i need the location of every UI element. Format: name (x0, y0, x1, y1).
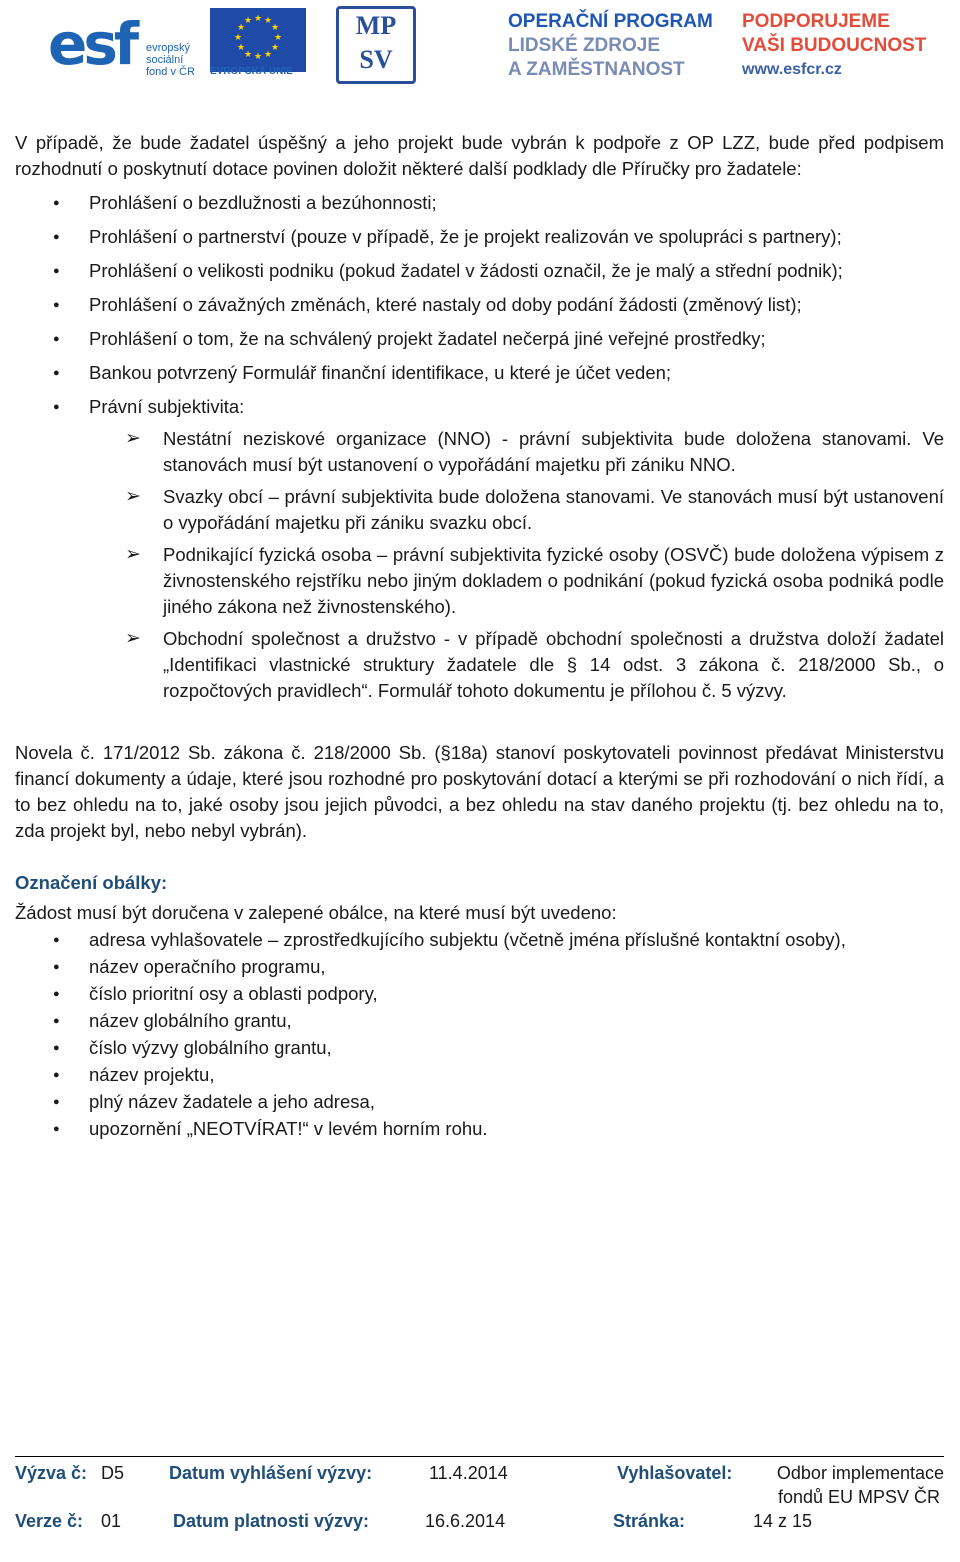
list-item: ● plný název žadatele a jeho adresa, (15, 1089, 944, 1115)
list-item: ➢ Nestátní neziskové organizace (NNO) - právní subjektivita bude doložena stanovami. Ve stanovách musí být ustanovení o vypořádání majetku při zániku NNO. (125, 428, 944, 475)
website-link[interactable]: www.esfcr.cz (742, 61, 842, 78)
list-item: ● Prohlášení o závažných změnách, které nastaly od doby podání žádosti (změnový list); (15, 292, 944, 318)
svg-text:★: ★ (263, 16, 273, 26)
list-item: ● název projektu, (15, 1062, 944, 1088)
logo-header (0, 0, 960, 98)
announcer-label: Vyhlašovatel: (617, 1463, 733, 1483)
envelope-heading: Označení obálky: (15, 872, 168, 893)
list-item: ● název globálního grantu, (15, 1008, 944, 1034)
list-item: ➢ Podnikající fyzická osoba – právní subjektivita fyzické osoby (OSVČ) bude doložena výpisem z živnostenského rejstříku nebo jiným dokladem o podnikání (pokud fyzická osoba podniká podle jiného zákona než živnostenského). (125, 544, 944, 617)
page-footer (15, 1456, 944, 1553)
arrow-bullet-icon: ➢ (125, 428, 141, 449)
envelope-items-list (15, 927, 944, 1142)
version-value: 01 (101, 1511, 122, 1531)
announce-label: Datum vyhlášení výzvy: (169, 1463, 373, 1483)
mpsv-logo: MP SV (336, 6, 416, 84)
svg-text:★: ★ (243, 16, 253, 26)
list-item: ● Bankou potvrzený Formulář finanční identifikace, u které je účet veden; (15, 360, 944, 386)
svg-text:★: ★ (233, 33, 243, 43)
svg-text:★: ★ (273, 33, 283, 43)
op-lzz-logo: OPERAČNÍ PROGRAM LIDSKÉ ZDROJE A ZAMĚSTNANOST (508, 11, 713, 80)
list-item: ● Právní subjektivita: (15, 394, 944, 420)
novela-paragraph: Novela č. 171/2012 Sb. zákona č. 218/2000 Sb. (§18a) stanoví poskytovateli povinnost předávat Ministerstvu financí dokumenty a údaje, které jsou rozhodné pro poskytování dotací a kterými se při rozhodování o nich řídí, a to bez ohledu na to, jaké osoby jsou jejich původci, a bez ohledu na stav daného projektu (tj. bez ohledu na to, zda projekt byl, nebo nebyl vybrán). (15, 742, 944, 841)
list-item: ● Prohlášení o partnerství (pouze v případě, že je projekt realizován ve spolupráci s partnery); (15, 224, 944, 250)
footer-row-2 (15, 1505, 944, 1553)
list-item: ● adresa vyhlašovatele – zprostředkujícího subjektu (včetně jména příslušné kontaktní osoby), (15, 927, 944, 953)
announce-value: 11.4.2014 (429, 1463, 508, 1483)
svg-text:★: ★ (253, 52, 263, 62)
version-label: Verze č: (15, 1511, 84, 1531)
svg-text:★: ★ (236, 43, 246, 53)
eu-flag-icon (210, 8, 306, 72)
footer-row-1 (15, 1457, 944, 1505)
list-item: ● Prohlášení o bezdlužnosti a bezúhonnosti; (15, 190, 944, 216)
arrow-bullet-icon: ➢ (125, 544, 141, 565)
list-item: ● číslo prioritní osy a oblasti podpory, (15, 981, 944, 1007)
required-documents-list (15, 190, 944, 420)
announcer-value-line-1: Odbor implementace (776, 1463, 944, 1483)
intro-paragraph: V případě, že bude žadatel úspěšný a jeho projekt bude vybrán k podpoře z OP LZZ, bude před podpisem rozhodnutí o poskytnutí dotace povinen doložit některé další podklady dle Příručky pro žadatele: (15, 132, 944, 179)
arrow-bullet-icon: ➢ (125, 486, 141, 507)
arrow-bullet-icon: ➢ (125, 628, 141, 649)
valid-label: Datum platnosti výzvy: (173, 1511, 370, 1531)
list-item: ➢ Svazky obcí – právní subjektivita bude doložena stanovami. Ve stanovách musí být ustanovení o vypořádání majetku při zániku svazku obcí. (125, 486, 944, 533)
support-slogan: PODPORUJEME VAŠI BUDOUCNOST www.esfcr.cz (742, 10, 926, 82)
list-item: ● Prohlášení o velikosti podniku (pokud žadatel v žádosti označil, že je malý a střední podnik); (15, 258, 944, 284)
announcer-value-line-2: fondů EU MPSV ČR (777, 1487, 940, 1507)
call-label: Výzva č: (15, 1463, 88, 1483)
svg-text:★: ★ (270, 43, 280, 53)
page-label: Stránka: (613, 1511, 686, 1531)
legal-personality-list (15, 426, 944, 704)
list-item: ➢ Obchodní společnost a družstvo - v případě obchodní společnosti a družstva doloží žadatel „Identifikaci vlastnické struktury žadatele dle § 14 odst. 3 zákona č. 218/2000 Sb., o rozpočtových pravidlech“. Formulář tohoto dokumentu je přílohou č. 5 výzvy. (125, 628, 944, 701)
list-item: ● název operačního programu, (15, 954, 944, 980)
list-item: ● upozornění „NEOTVÍRAT!“ v levém horním rohu. (15, 1116, 944, 1142)
list-item: ● číslo výzvy globálního grantu, (15, 1035, 944, 1061)
svg-text:★: ★ (263, 50, 273, 60)
svg-text:★: ★ (270, 23, 280, 33)
svg-text:★: ★ (243, 50, 253, 60)
svg-text:★: ★ (253, 14, 263, 24)
esf-logo-letters: esf (48, 10, 136, 78)
esf-logo (48, 6, 208, 82)
call-value: D5 (101, 1463, 125, 1483)
envelope-text: Žádost musí být doručena v zalepené obálce, na které musí být uvedeno: (15, 902, 617, 923)
esf-logo-text: evropský sociální fond v ČR (146, 42, 195, 78)
document-body (15, 130, 944, 1142)
svg-text:★: ★ (236, 23, 246, 33)
eu-caption: EVROPSKÁ UNIE (210, 66, 293, 77)
valid-value: 16.6.2014 (425, 1511, 506, 1531)
page-value: 14 z 15 (753, 1511, 813, 1531)
list-item: ● Prohlášení o tom, že na schválený projekt žadatel nečerpá jiné veřejné prostředky; (15, 326, 944, 352)
